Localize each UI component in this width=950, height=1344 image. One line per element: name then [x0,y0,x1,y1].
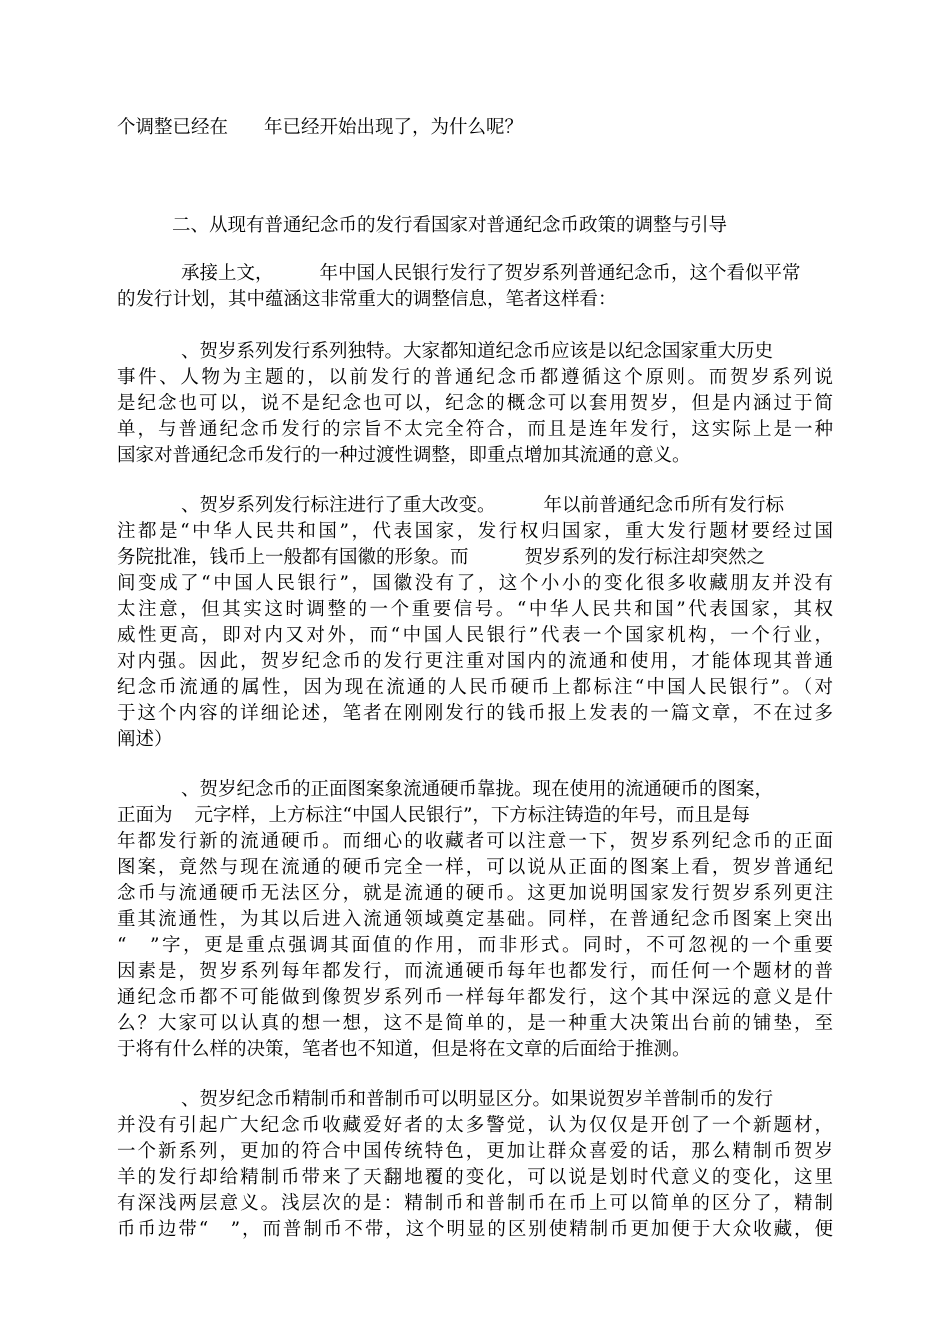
text-fragment: 元字样，上方标注“中国人民银行”，下方标注铸造的年号，而且是每 [194,805,750,826]
text-line: 有深浅两层意义。浅层次的是：精制币和普制币在币上可以简单的区分了，精制 [117,1193,833,1214]
text-line: 图案，竟然与现在流通的硬币完全一样，可以说从正面的图案上看，贺岁普通纪 [117,857,833,878]
text-fragment: 承接上文， [181,263,274,284]
text-line: 重其流通性，为其以后进入流通领域奠定基础。同样，在普通纪念币图案上突出 [117,909,833,930]
text-line: 于将有什么样的决策，笔者也不知道，但是将在文章的后面给于推测。 [117,1039,691,1060]
text-fragment: 务院批准，钱币上一般都有国徽的形象。而 [117,547,469,568]
text-line: 的发行计划，其中蕴涵这非常重大的调整信息，笔者这样看： [117,289,617,310]
text-line: 币币边带“ ”，而普制币不带，这个明显的区别使精制币更加便于大众收藏，便 [117,1219,833,1240]
text-fragment: 年中国人民银行发行了贺岁系列普通纪念币，这个看似平常 [319,263,801,284]
text-line: 并没有引起广大纪念币收藏爱好者的太多警觉，认为仅仅是开创了一个新题材， [117,1115,833,1136]
text-line: 阐述） [117,729,173,750]
text-line: 事件、人物为主题的，以前发行的普通纪念币都遵循这个原则。而贺岁系列说 [117,367,833,388]
text-fragment: 年已经开始出现了，为什么呢？ [264,117,524,138]
text-line: 间变成了“中国人民银行”，国徽没有了，这个小小的变化很多收藏朋友并没有 [117,573,833,594]
text-line: 、贺岁纪念币精制币和普制币可以明显区分。如果说贺岁羊普制币的发行 [181,1089,774,1110]
text-line: “ ”字，更是重点强调其面值的作用，而非形式。同时，不可忽视的一个重要 [117,935,833,956]
text-line: 一个新系列，更加的符合中国传统特色，更加让群众喜爱的话，那么精制币贺岁 [117,1141,833,1162]
text-fragment: 、贺岁系列发行标注进行了重大改变。 [181,495,496,516]
text-line: 太注意，但其实这时调整的一个重要信号。“中华人民共和国”代表国家，其权 [117,599,833,620]
section-heading: 二、从现有普通纪念币的发行看国家对普通纪念币政策的调整与引导 [172,215,728,236]
text-fragment: 年以前普通纪念币所有发行标 [543,495,785,516]
text-line: 念币与流通硬币无法区分，就是流通的硬币。这更加说明国家发行贺岁系列更注 [117,883,833,904]
text-line [181,263,801,285]
text-line: 通纪念币都不可能做到像贺岁系列币一样每年都发行，这个其中深远的意义是什 [117,987,833,1008]
text-line: 威性更高，即对内又对外，而“中国人民银行”代表一个国家机构，一个行业， [117,625,833,646]
text-line: 于这个内容的详细论述，笔者在刚刚发行的钱币报上发表的一篇文章，不在过多 [117,703,833,724]
text-line: 、贺岁纪念币的正面图案象流通硬币靠拢。现在使用的流通硬币的图案， [181,779,774,800]
text-line: 国家对普通纪念币发行的一种过渡性调整，即重点增加其流通的意义。 [117,445,691,466]
text-line: 、贺岁系列发行系列独特。大家都知道纪念币应该是以纪念国家重大历史 [181,341,774,362]
text-line [117,117,523,139]
text-line: 年都发行新的流通硬币。而细心的收藏者可以注意一下，贺岁系列纪念币的正面 [117,831,833,852]
text-line [181,495,784,517]
text-line [117,547,765,569]
text-line: 是纪念也可以，说不是纪念也可以，纪念的概念可以套用贺岁，但是内涵过于简 [117,393,833,414]
text-line: 单，与普通纪念币发行的宗旨不太完全符合，而且是连年发行，这实际上是一种 [117,419,833,440]
text-line: 么？大家可以认真的想一想，这不是简单的，是一种重大决策出台前的铺垫，至 [117,1013,833,1034]
text-fragment: 正面为 [117,805,173,826]
text-line: 注都是“中华人民共和国”，代表国家，发行权归国家，重大发行题材要经过国 [117,521,833,542]
text-line: 对内强。因此，贺岁纪念币的发行更注重对国内的流通和使用，才能体现其普通 [117,651,833,672]
text-line: 因素是，贺岁系列每年都发行，而流通硬币每年也都发行，而任何一个题材的普 [117,961,833,982]
text-fragment: 个调整已经在 [117,117,229,138]
text-fragment: 贺岁系列的发行标注却突然之 [524,547,766,568]
text-line: 纪念币流通的属性，因为现在流通的人民币硬币上都标注“中国人民银行”。（对 [117,677,833,698]
text-line [117,805,750,827]
text-line: 羊的发行却给精制币带来了天翻地覆的变化，可以说是划时代意义的变化，这里 [117,1167,833,1188]
